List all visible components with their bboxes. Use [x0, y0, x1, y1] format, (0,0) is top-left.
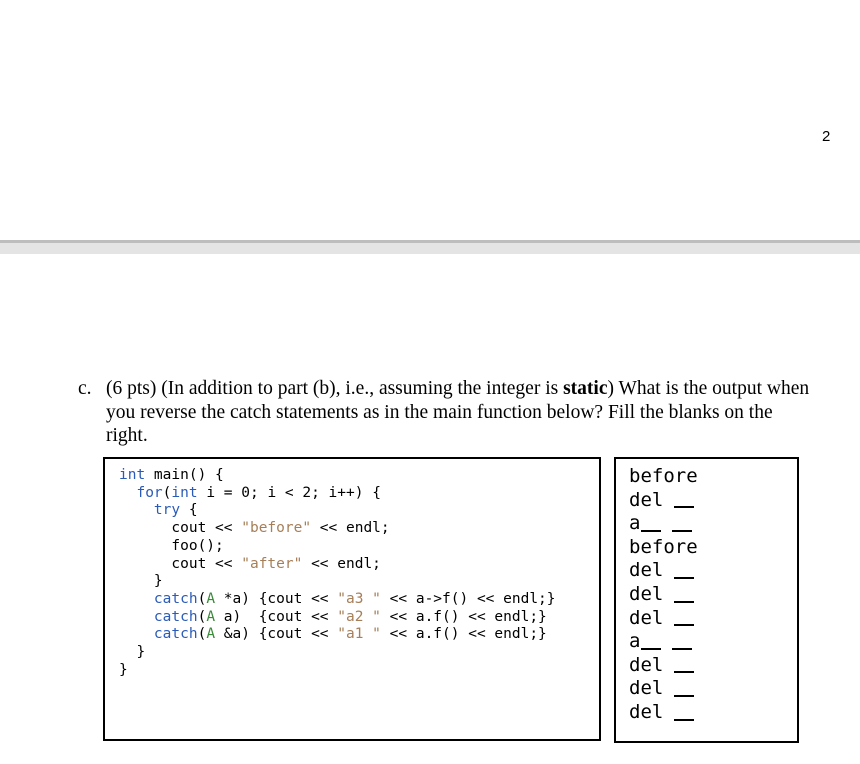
- answer-blank[interactable]: [674, 719, 694, 721]
- question-text: [106, 377, 816, 448]
- answer-text: del: [629, 700, 664, 723]
- code-token: {: [180, 502, 198, 519]
- code-token: i = 0; i < 2; i++) {: [197, 484, 381, 501]
- answer-text: a: [629, 512, 641, 535]
- code-token: A: [206, 590, 216, 607]
- code-line: [119, 538, 556, 556]
- code-token: (: [197, 608, 207, 625]
- answer-text: a: [629, 630, 641, 653]
- code-line: [119, 502, 556, 520]
- page-divider: [0, 240, 860, 254]
- code-token: }: [119, 661, 128, 678]
- answer-blank[interactable]: [674, 601, 694, 603]
- answer-line: [629, 677, 698, 701]
- code-token: << a.f() << endl;}: [380, 608, 547, 625]
- code-token: }: [136, 644, 146, 661]
- code-token: (: [197, 590, 207, 607]
- answer-line: [629, 630, 698, 654]
- answer-blank[interactable]: [672, 530, 692, 532]
- answer-line: [629, 489, 698, 513]
- answer-text: del: [629, 653, 664, 676]
- code-token: << a.f() << endl;}: [380, 626, 547, 643]
- code-line: [119, 467, 556, 485]
- answer-text: del: [629, 582, 664, 605]
- code-token: << a->f() << endl;}: [380, 590, 556, 607]
- answer-blank[interactable]: [674, 624, 694, 626]
- answer-line: [629, 559, 698, 583]
- answer-line: [629, 465, 698, 489]
- answer-blank[interactable]: [674, 506, 694, 508]
- code-token: "a2 ": [337, 608, 381, 625]
- code-token: a) {cout <<: [215, 608, 338, 625]
- answer-line: [629, 512, 698, 536]
- code-token: cout <<: [171, 555, 242, 572]
- answer-line: [629, 654, 698, 678]
- answer-line: [629, 607, 698, 631]
- question-points: (6 pts): [106, 378, 157, 399]
- code-box: [103, 457, 601, 741]
- answer-line: [629, 583, 698, 607]
- code-token: catch: [153, 608, 198, 625]
- code-line: [119, 591, 556, 609]
- answer-blank[interactable]: [641, 530, 661, 532]
- code-token: catch: [153, 626, 198, 643]
- code-line: [119, 520, 556, 538]
- answer-text: before: [629, 465, 698, 487]
- answer-text: del: [629, 488, 664, 511]
- code-line: [119, 556, 556, 574]
- page-number: 2: [822, 128, 831, 145]
- code-token: *a) {cout <<: [215, 590, 338, 607]
- answer-blank[interactable]: [674, 695, 694, 697]
- code-line: [119, 626, 556, 644]
- code-token: catch: [153, 590, 198, 607]
- code-token: main() {: [145, 467, 224, 483]
- answer-text: del: [629, 559, 664, 582]
- question-text-part2: ) What is the output when you reverse the catch statements as in the main function below? Fill the blanks on the right.: [106, 378, 810, 446]
- question-marker: c.: [78, 378, 92, 399]
- code-token: &a) {cout <<: [215, 626, 338, 643]
- code-token: (: [162, 484, 172, 501]
- code-token: }: [153, 573, 163, 590]
- answer-blank[interactable]: [674, 577, 694, 579]
- answer-line: [629, 536, 698, 560]
- code-token: "after": [241, 555, 303, 572]
- answer-blank[interactable]: [672, 648, 692, 650]
- question-text-part1: (In addition to part (b), i.e., assuming the integer is: [161, 378, 564, 399]
- code-listing: [119, 467, 556, 679]
- answer-line: [629, 701, 698, 725]
- code-token: int: [119, 467, 146, 483]
- answer-blank[interactable]: [641, 648, 661, 650]
- code-token: << endl;: [311, 520, 390, 537]
- code-token: "before": [241, 520, 312, 537]
- code-token: foo();: [171, 537, 224, 554]
- answer-text: before: [629, 535, 698, 558]
- code-token: int: [171, 484, 198, 501]
- answer-box: [614, 457, 799, 743]
- code-line: [119, 644, 556, 662]
- answer-blank[interactable]: [674, 671, 694, 673]
- answer-lines: [629, 465, 698, 725]
- code-line: [119, 609, 556, 627]
- code-token: try: [153, 502, 181, 519]
- code-token: A: [206, 626, 216, 643]
- code-token: for: [136, 484, 163, 501]
- code-token: "a3 ": [337, 590, 381, 607]
- code-token: (: [197, 626, 207, 643]
- code-token: A: [206, 608, 216, 625]
- code-token: "a1 ": [337, 626, 381, 643]
- question-bold-word: static: [563, 378, 608, 399]
- code-line: [119, 573, 556, 591]
- answer-text: del: [629, 606, 664, 629]
- code-line: [119, 485, 556, 503]
- code-token: cout <<: [171, 520, 242, 537]
- code-token: << endl;: [302, 555, 381, 572]
- code-line: [119, 662, 556, 680]
- answer-text: del: [629, 677, 664, 700]
